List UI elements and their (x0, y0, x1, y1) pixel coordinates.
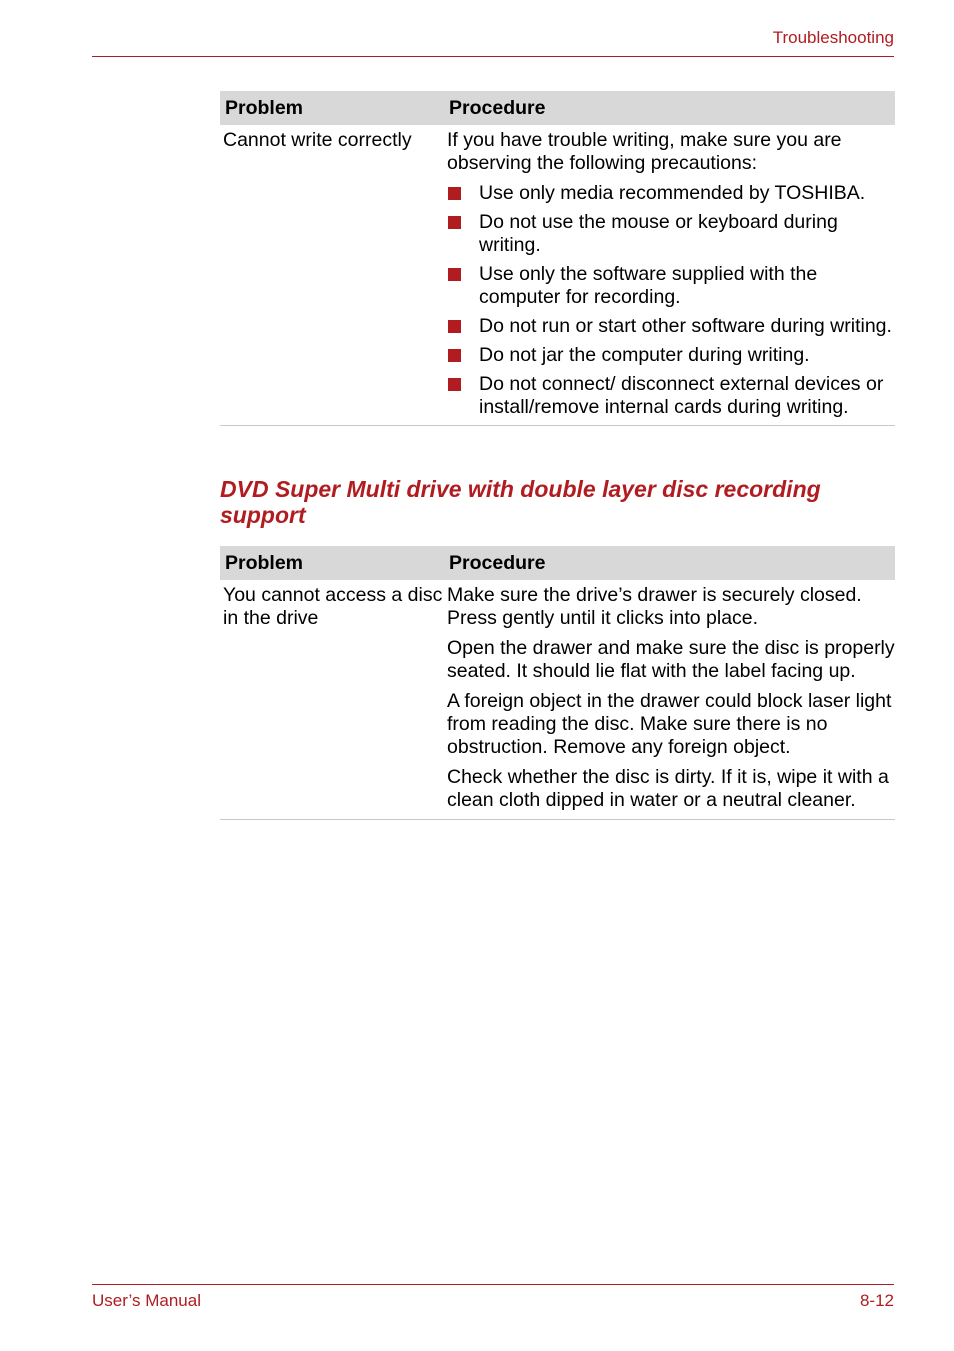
table-row (220, 580, 895, 819)
square-bullet-icon (448, 268, 461, 281)
procedure-intro: If you have trouble writing, make sure you are observing the following precautions: (447, 129, 842, 174)
footer-rule (92, 1284, 894, 1285)
problem-cell: Cannot write correctly (223, 129, 412, 151)
header-rule (92, 56, 894, 57)
section-heading: DVD Super Multi drive with double layer disc recording support (220, 476, 821, 528)
procedure-paragraph: Check whether the disc is dirty. If it is, wipe it with a clean cloth dipped in water or a neutral cleaner. (447, 766, 889, 811)
list-item-text: Do not run or start other software during writing. (479, 315, 892, 337)
column-header-procedure: Procedure (449, 96, 546, 119)
procedure-paragraph: Make sure the drive’s drawer is securely closed. Press gently until it clicks into place. (447, 584, 862, 629)
column-header-procedure: Procedure (449, 551, 546, 574)
list-item (447, 211, 895, 257)
square-bullet-icon (448, 378, 461, 391)
list-item (447, 182, 895, 205)
table-bottom-rule (220, 819, 895, 820)
procedure-paragraph: Open the drawer and make sure the disc is properly seated. It should lie flat with the label facing up. (447, 637, 895, 682)
table-row (220, 125, 895, 425)
list-item-text: Do not use the mouse or keyboard during writing. (479, 211, 838, 256)
footer-manual-title: User’s Manual (92, 1291, 201, 1310)
running-header: Troubleshooting (772, 28, 894, 47)
list-item (447, 373, 895, 419)
table-header-row (220, 546, 895, 580)
square-bullet-icon (448, 216, 461, 229)
list-item (447, 315, 895, 338)
precautions-list (447, 182, 895, 419)
list-item-text: Use only the software supplied with the computer for recording. (479, 263, 818, 308)
table-bottom-rule (220, 425, 895, 426)
square-bullet-icon (448, 349, 461, 362)
list-item-text: Do not connect/ disconnect external devices or install/remove internal cards during writing. (479, 373, 884, 418)
list-item-text: Do not jar the computer during writing. (479, 344, 810, 366)
page-number: 8-12 (859, 1291, 894, 1310)
problem-cell: You cannot access a disc in the drive (223, 584, 443, 629)
square-bullet-icon (448, 320, 461, 333)
procedure-cell (445, 129, 895, 425)
column-header-problem: Problem (225, 551, 304, 574)
procedure-cell (445, 584, 895, 819)
table-header-row (220, 91, 895, 125)
list-item-text: Use only media recommended by TOSHIBA. (479, 182, 866, 204)
list-item (447, 344, 895, 367)
column-header-problem: Problem (225, 96, 304, 119)
troubleshooting-table-dvd (220, 546, 895, 820)
troubleshooting-table-write (220, 91, 895, 426)
list-item (447, 263, 895, 309)
square-bullet-icon (448, 187, 461, 200)
procedure-paragraph: A foreign object in the drawer could block laser light from reading the disc. Make sure there is no obstruction. Remove any foreign object. (447, 690, 892, 758)
